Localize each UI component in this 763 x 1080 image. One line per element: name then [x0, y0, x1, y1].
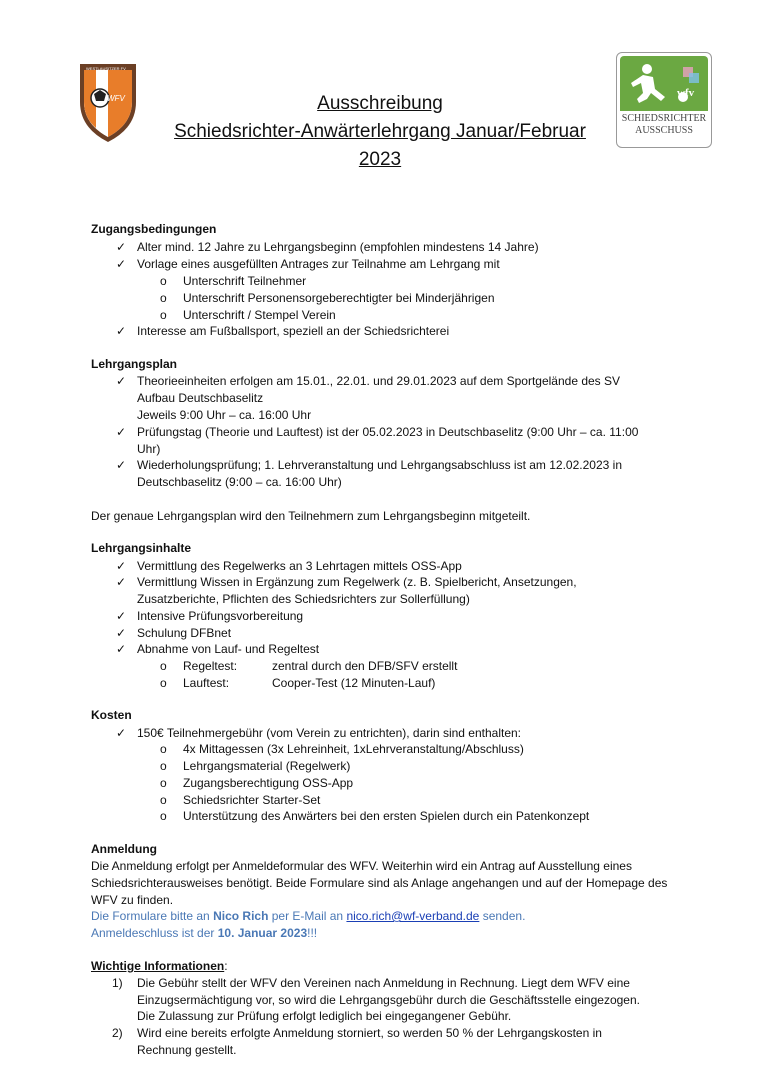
circle-bullet-icon: o	[160, 776, 167, 790]
inhalte-item-4: Schulung DFBnet	[137, 626, 232, 640]
circle-bullet-icon: o	[160, 742, 167, 756]
anmeldung-paragraph-line-1: Die Anmeldung erfolgt per Anmeldeformular des WFV. Weiterhin wird ein Antrag auf Ausstellung eines	[91, 859, 632, 873]
title-line-1: Ausschreibung	[317, 93, 443, 114]
circle-bullet-icon: o	[160, 809, 167, 823]
section-heading-plan: Lehrgangsplan	[91, 357, 178, 371]
check-icon: ✓	[116, 609, 127, 623]
kosten-sub-3: Zugangsberechtigung OSS-App	[183, 776, 354, 790]
check-icon: ✓	[116, 559, 127, 573]
circle-bullet-icon: o	[160, 308, 167, 322]
inhalte-sub-2-label: Lauftest:	[183, 676, 230, 690]
plan-item-1-line-1: Theorieeinheiten erfolgen am 15.01., 22.01. und 29.01.2023 auf dem Sportgelände des SV	[137, 374, 621, 388]
plan-item-2-line-2: Uhr)	[137, 442, 161, 456]
circle-bullet-icon: o	[160, 793, 167, 807]
anmeldung-paragraph-line-2: Schiedsrichterausweises benötigt. Beide Formulare sind als Anlage angehangen und auf der Homepage des	[91, 876, 668, 890]
check-icon: ✓	[116, 240, 127, 254]
section-heading-anmeldung: Anmeldung	[91, 842, 157, 856]
wfv-brand-text: wfv	[677, 87, 695, 99]
check-icon: ✓	[116, 425, 127, 439]
schiedsrichter-ausschuss-logo	[616, 52, 712, 148]
contact-text-c: senden.	[479, 909, 526, 923]
deadline-text-c: !!!	[307, 926, 318, 940]
logo-caption-1: SCHIEDSRICHTER	[621, 113, 707, 124]
contact-text-a: Die Formulare bitte an	[91, 909, 214, 923]
wfv-club-logo-initials: WFV	[107, 94, 125, 103]
circle-bullet-icon: o	[160, 676, 167, 690]
section-heading-inhalte: Lehrgangsinhalte	[91, 541, 192, 555]
circle-bullet-icon: o	[160, 759, 167, 773]
check-icon: ✓	[116, 726, 127, 740]
logo-caption-2: AUSSCHUSS	[635, 125, 693, 136]
contact-name: Nico Rich	[213, 909, 269, 923]
kosten-sub-2: Lehrgangsmaterial (Regelwerk)	[183, 759, 351, 773]
inhalte-sub-1-value: zentral durch den DFB/SFV erstellt	[272, 659, 458, 673]
inhalte-item-5: Abnahme von Lauf- und Regeltest	[137, 642, 320, 656]
wfv-club-logo	[76, 58, 140, 144]
kosten-sub-4: Schiedsrichter Starter-Set	[183, 793, 321, 807]
list-number-1: 1)	[112, 976, 123, 990]
wichtig-item-2-line-1: Wird eine bereits erfolgte Anmeldung storniert, so werden 50 % der Lehrgangskosten in	[137, 1026, 602, 1040]
deadline-text-a: Anmeldeschluss ist der	[91, 926, 218, 940]
check-icon: ✓	[116, 458, 127, 472]
circle-bullet-icon: o	[160, 659, 167, 673]
wichtig-item-1-line-1: Die Gebühr stellt der WFV den Vereinen nach Anmeldung in Rechnung. Liegt dem WFV eine	[137, 976, 630, 990]
section-heading-kosten: Kosten	[91, 708, 132, 722]
contact-text-b: per E-Mail an	[268, 909, 347, 923]
zugang-item-3: Interesse am Fußballsport, speziell an der Schiedsrichterei	[137, 324, 450, 338]
check-icon: ✓	[116, 642, 127, 656]
wichtig-item-1-line-2: Einzugsermächtigung vor, so wird die Lehrgangsgebühr durch die Geschäftsstelle eingezogen.	[137, 993, 640, 1007]
title-line-2: Schiedsrichter-Anwärterlehrgang Januar/Februar	[174, 121, 586, 142]
plan-item-3-line-1: Wiederholungsprüfung; 1. Lehrveranstaltung und Lehrgangsabschluss ist am 12.02.2023 in	[137, 458, 622, 472]
title-line-3: 2023	[358, 149, 402, 170]
section-heading-wichtig	[91, 958, 228, 974]
check-icon: ✓	[116, 324, 127, 338]
plan-item-1-line-2: Aufbau Deutschbaselitz	[137, 391, 264, 405]
list-number-2: 2)	[112, 1026, 123, 1040]
email-link[interactable]: nico.rich@wf-verband.de	[346, 909, 480, 923]
circle-bullet-icon: o	[160, 274, 167, 288]
zugang-item-1: Alter mind. 12 Jahre zu Lehrgangsbeginn (empfohlen mindestens 14 Jahre)	[137, 240, 539, 254]
kosten-item-1: 150€ Teilnehmergebühr (vom Verein zu entrichten), darin sind enthalten:	[137, 726, 522, 740]
circle-bullet-icon: o	[160, 291, 167, 305]
wichtig-heading-colon: :	[224, 959, 228, 973]
plan-item-2-line-1: Prüfungstag (Theorie und Lauftest) ist der 05.02.2023 in Deutschbaselitz (9:00 Uhr – ca. 11:00	[137, 425, 639, 439]
referee-player-icon	[625, 59, 705, 109]
wichtig-item-1-line-3: Die Zulassung zur Prüfung erfolgt lediglich bei eingegangener Gebühr.	[137, 1009, 512, 1023]
anmeldung-deadline-line	[91, 925, 317, 941]
check-icon: ✓	[116, 257, 127, 271]
wfv-club-logo-text: WESTLAUSITZER FV	[86, 66, 126, 71]
inhalte-item-2-line-2: Zusatzberichte, Pflichten des Schiedsrichters zur Sollerfüllung)	[137, 592, 470, 606]
plan-item-1-line-3: Jeweils 9:00 Uhr – ca. 16:00 Uhr	[137, 408, 312, 422]
inhalte-item-3: Intensive Prüfungsvorbereitung	[137, 609, 304, 623]
anmeldung-paragraph-line-3: WFV zu finden.	[91, 893, 174, 907]
zugang-sub-1: Unterschrift Teilnehmer	[183, 274, 307, 288]
kosten-sub-1: 4x Mittagessen (3x Lehreinheit, 1xLehrveranstaltung/Abschluss)	[183, 742, 524, 756]
plan-item-3-line-2: Deutschbaselitz (9:00 – ca. 16:00 Uhr)	[137, 475, 342, 489]
inhalte-sub-2-value: Cooper-Test (12 Minuten-Lauf)	[272, 676, 436, 690]
check-icon: ✓	[116, 575, 127, 589]
wichtig-heading-text: Wichtige Informationen	[91, 959, 225, 973]
check-icon: ✓	[116, 626, 127, 640]
wichtig-item-2-line-2: Rechnung gestellt.	[137, 1043, 237, 1057]
check-icon: ✓	[116, 374, 127, 388]
anmeldung-contact-line	[91, 908, 525, 924]
zugang-sub-2: Unterschrift Personensorgeberechtigter bei Minderjährigen	[183, 291, 495, 305]
inhalte-item-2-line-1: Vermittlung Wissen in Ergänzung zum Regelwerk (z. B. Spielbericht, Ansetzungen,	[137, 575, 577, 589]
deadline-date: 10. Januar 2023	[217, 926, 308, 940]
inhalte-item-1: Vermittlung des Regelwerks an 3 Lehrtagen mittels OSS-App	[137, 559, 462, 573]
kosten-sub-5: Unterstützung des Anwärters bei den ersten Spielen durch ein Patenkonzept	[183, 809, 590, 823]
zugang-item-2: Vorlage eines ausgefüllten Antrages zur Teilnahme am Lehrgang mit	[137, 257, 500, 271]
section-heading-zugang: Zugangsbedingungen	[91, 222, 217, 236]
zugang-sub-3: Unterschrift / Stempel Verein	[183, 308, 336, 322]
plan-note: Der genaue Lehrgangsplan wird den Teilnehmern zum Lehrgangsbeginn mitgeteilt.	[91, 509, 531, 523]
inhalte-sub-1-label: Regeltest:	[183, 659, 238, 673]
